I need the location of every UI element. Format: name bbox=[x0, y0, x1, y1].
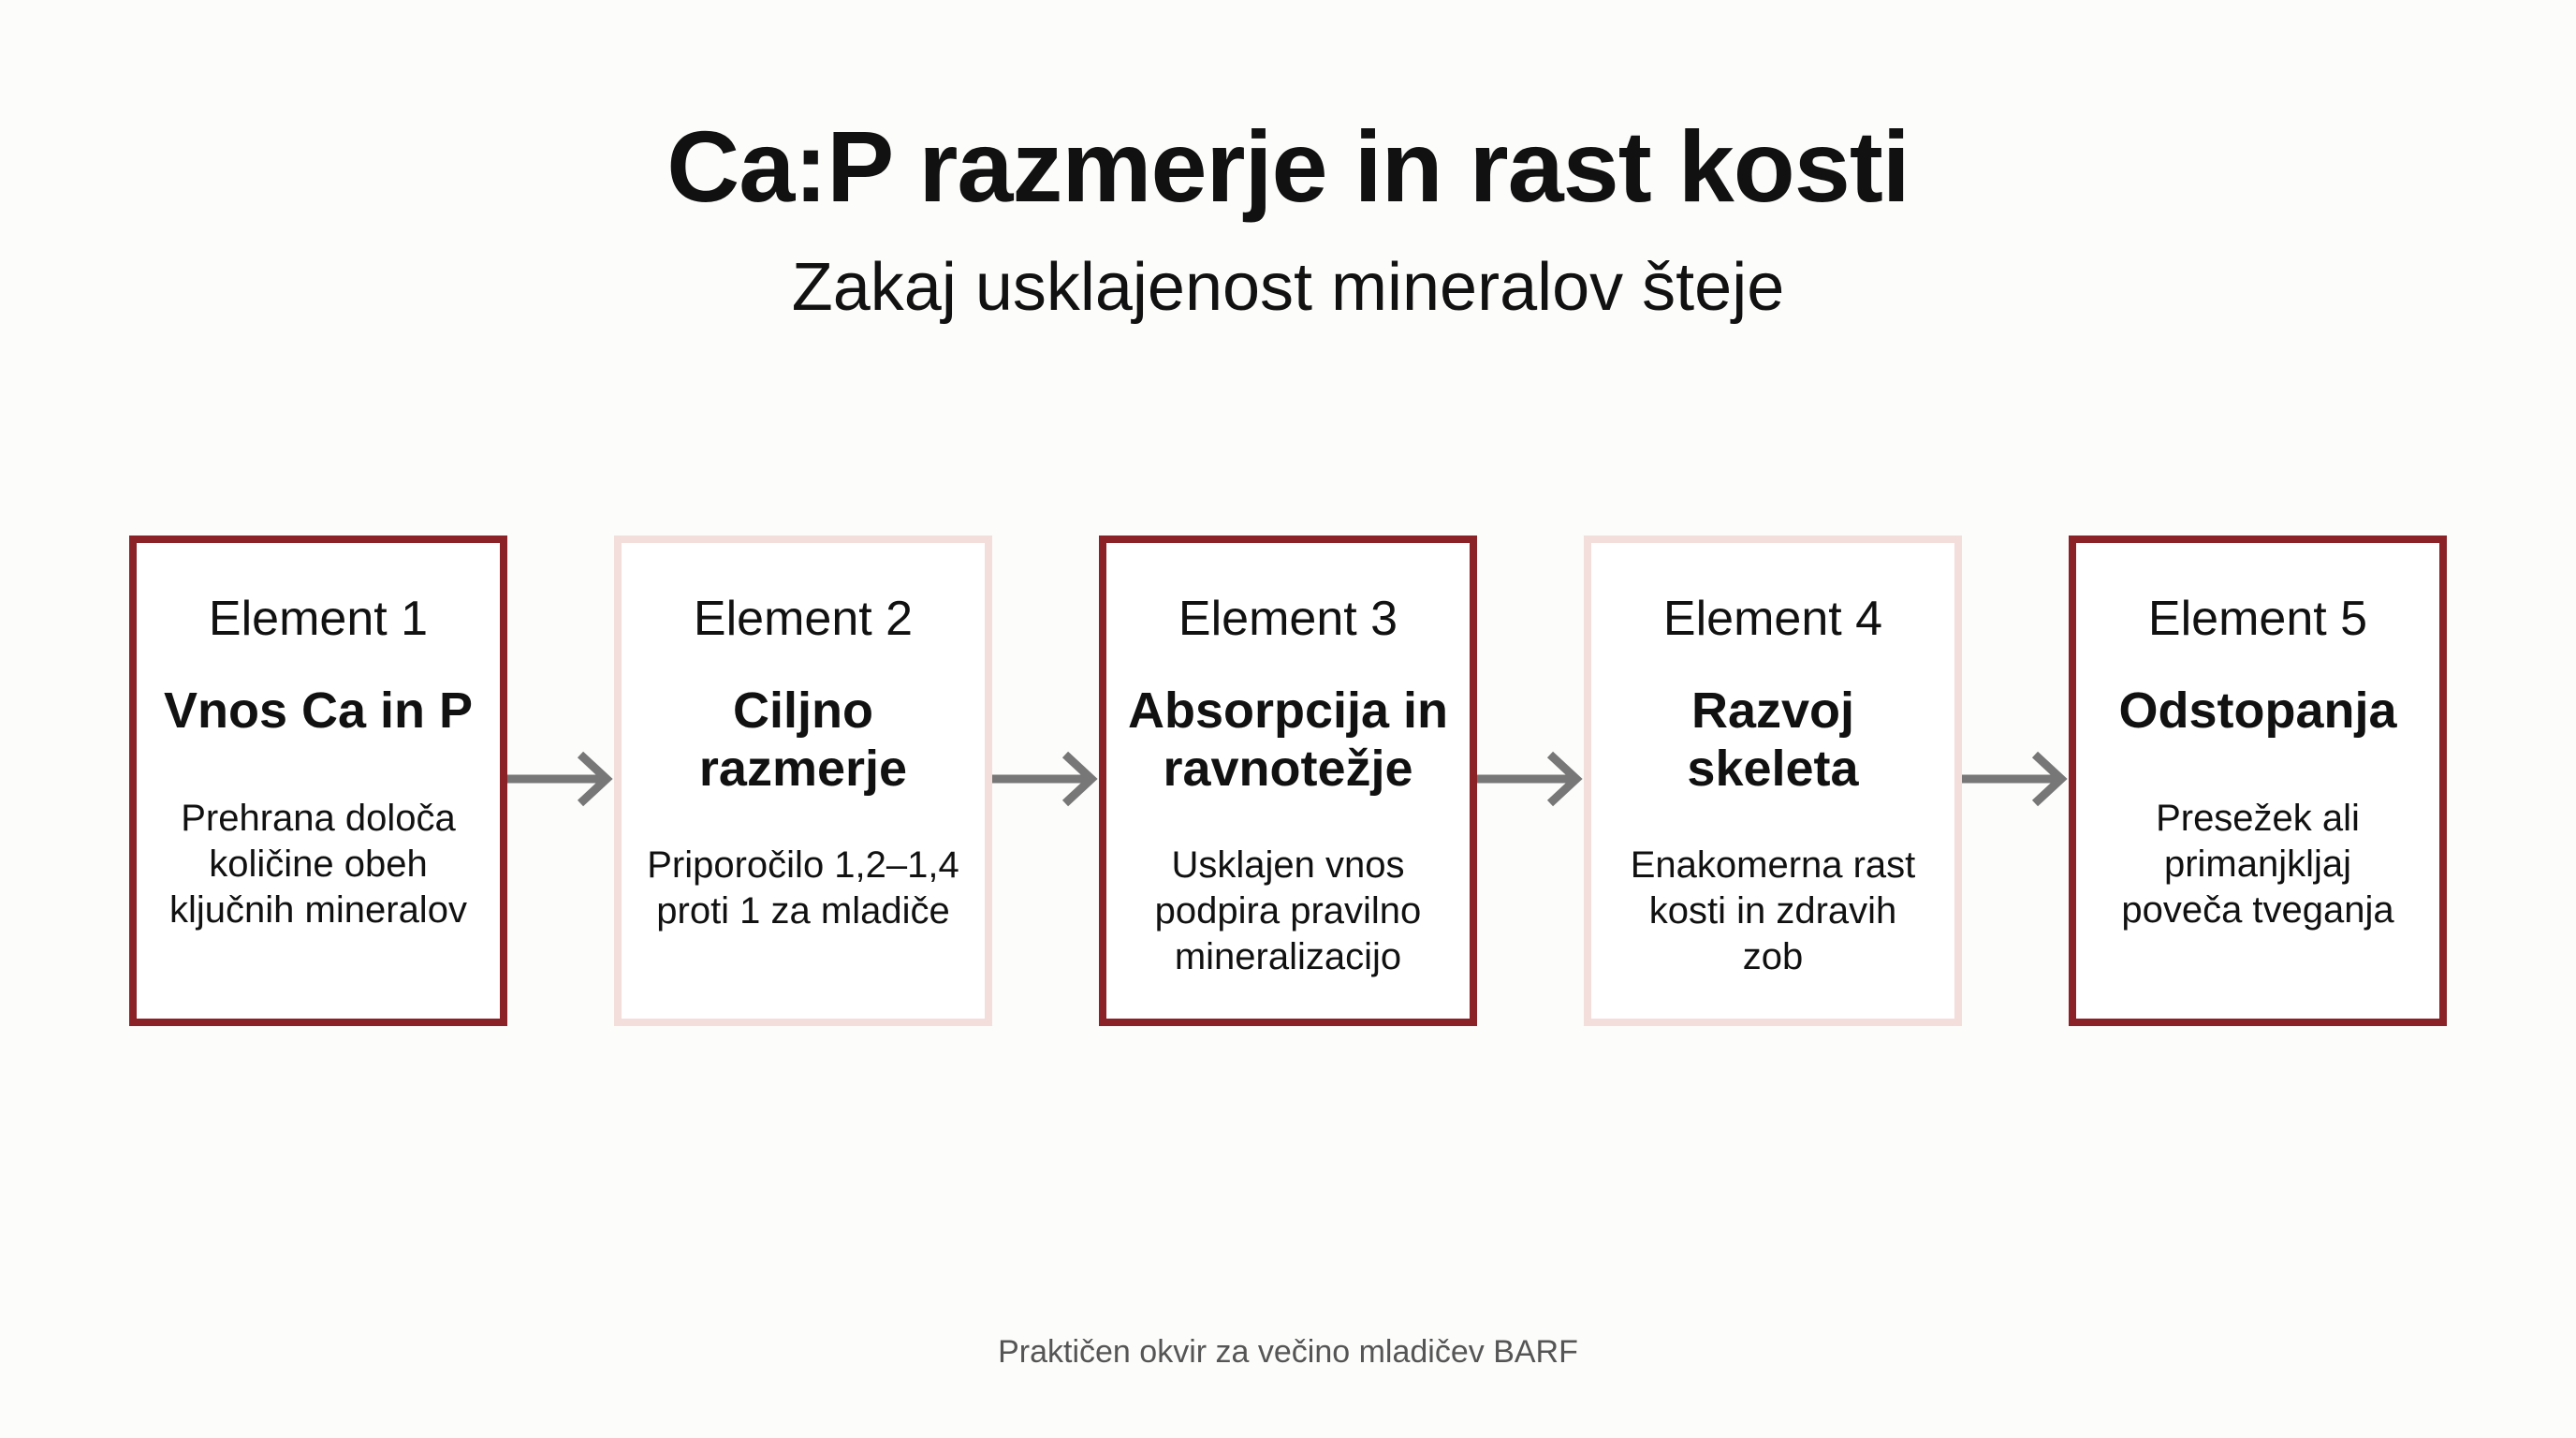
step-description: Usklajen vnos podpira pravilno mineralizacijo bbox=[1154, 844, 1422, 977]
step-description: Priporočilo 1,2–1,4 proti 1 za mladiče bbox=[647, 844, 959, 932]
arrow-right-icon bbox=[1477, 749, 1586, 809]
arrow-right-icon bbox=[992, 749, 1101, 809]
diagram-title: Ca:P razmerje in rast kosti bbox=[666, 110, 1910, 223]
step-label: Element 2 bbox=[693, 592, 914, 646]
step-heading: Ciljno razmerje bbox=[698, 682, 908, 797]
step-heading: Odstopanja bbox=[2118, 682, 2397, 739]
step-box-2 bbox=[614, 536, 992, 1026]
step-label: Element 4 bbox=[1662, 592, 1883, 646]
step-label: Element 5 bbox=[2147, 592, 2368, 646]
step-heading: Vnos Ca in P bbox=[163, 682, 474, 739]
footer-note: Praktičen okvir za večino mladičev BARF bbox=[998, 1334, 1578, 1370]
step-box-3 bbox=[1099, 536, 1477, 1026]
step-label: Element 3 bbox=[1178, 592, 1398, 646]
step-heading: Razvoj skeleta bbox=[1687, 682, 1859, 797]
diagram-subtitle: Zakaj usklajenost mineralov šteje bbox=[791, 250, 1785, 325]
step-description: Enakomerna rast kosti in zdravih zob bbox=[1630, 844, 1916, 977]
arrow-right-icon bbox=[1962, 749, 2071, 809]
step-box-4 bbox=[1584, 536, 1962, 1026]
step-box-1 bbox=[129, 536, 507, 1026]
step-box-5 bbox=[2069, 536, 2447, 1026]
step-description: Presežek ali primanjkljaj poveča tveganja bbox=[2121, 798, 2394, 931]
step-heading: Absorpcija in ravnotežje bbox=[1127, 682, 1449, 797]
step-label: Element 1 bbox=[208, 592, 429, 646]
arrow-right-icon bbox=[507, 749, 616, 809]
step-description: Prehrana določa količine obeh ključnih mineralov bbox=[169, 798, 467, 931]
